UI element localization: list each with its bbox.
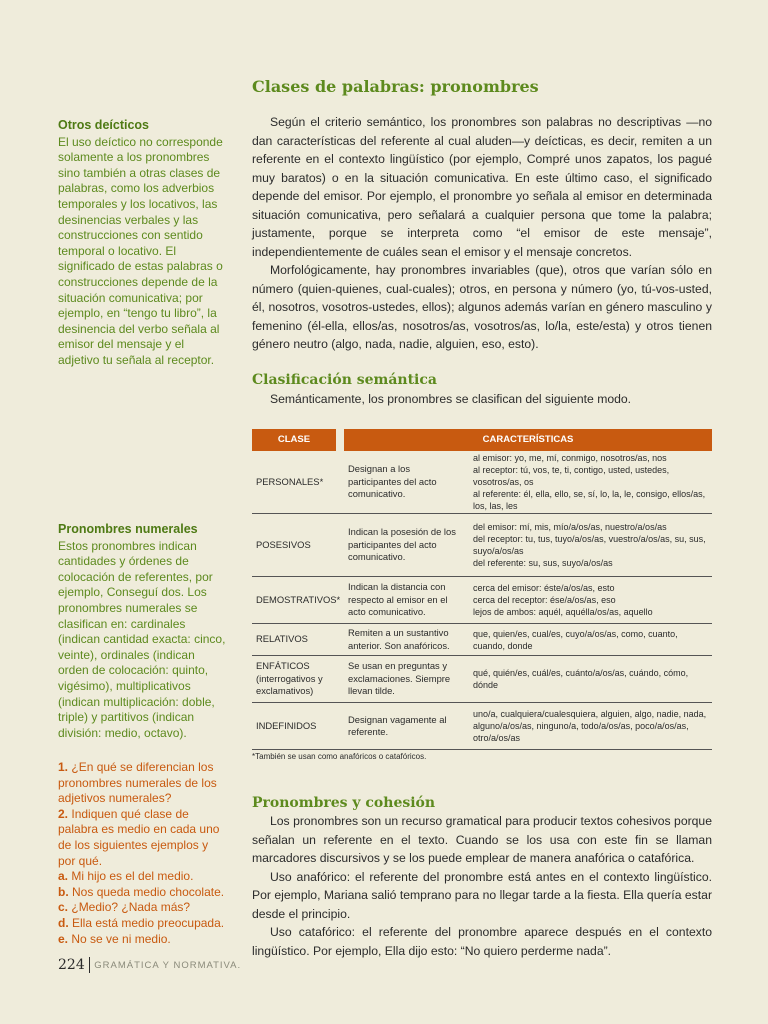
cohesion-section <box>252 795 712 960</box>
row-clase: PERSONALES* <box>256 475 324 487</box>
page-footer <box>58 957 241 973</box>
table-row <box>252 703 712 750</box>
row-examples: qué, quién/es, cuál/es, cuánto/a/os/as, cuándo, cómo, dónde <box>473 668 689 690</box>
footer-divider <box>89 957 91 973</box>
table-row <box>252 514 712 577</box>
paragraph-2: Morfológicamente, hay pronombres invariables (que), otros que varían sólo en número (quien-quienes, cual-cuales); otros, en persona y número (yo, tú-vos-usted, él, nosotros, vosotros-ustedes, ellos); algunos además varían en género masculino y femenino (él-ella, ellos/as, nosotros/as, vosotros/as, lo/la, este/esta) y otros tienen género neutro (algo, nada, nadie, alguien, eso, esto). <box>252 263 712 351</box>
table-row <box>252 451 712 514</box>
sidebar-numerales-text: Estos pronombres indican cantidades y órdenes de colocación de referentes, por ejemplo, Conseguí dos. Los pronombres numerales se clasifican en: cardinales (indican cantidad exacta: cinco, veinte), ordinales (indican orden de colocación: quinto, vigésimo), multiplicativos (indican multiplicación: doble, triple) y partitivos (indican división: medio, octavo). <box>58 538 226 740</box>
row-desc: Se usan en preguntas y exclamaciones. Siempre llevan tilde. <box>348 660 451 697</box>
row-clase: DEMOSTRATIVOS* <box>256 593 341 605</box>
row-desc: Indican la distancia con respecto al emisor en el acto comunicativo. <box>348 581 448 618</box>
cohesion-paragraph-2: Uso anafórico: el referente del pronombre está antes en el contexto lingüístico. Por ejemplo, Mariana salió temprano para no llegar tarde a la fiesta. Ella quería estar desde el principio. <box>252 869 712 921</box>
page-number: 224 <box>58 957 85 973</box>
sidebar-questions <box>58 760 228 947</box>
row-clase: RELATIVOS <box>256 633 308 645</box>
row-clase: ENFÁTICOS (interrogativos y exclamativos) <box>256 660 323 697</box>
header-caracteristicas: CARACTERÍSTICAS <box>344 429 712 451</box>
row-examples: al emisor: yo, me, mí, conmigo, nosotros/as, nos al receptor: tú, vos, te, ti, contigo, usted, ustedes, vosotros/as, os al referente: él, ella, ello, se, sí, lo, la, le, consigo, ellos/as, los, las, les <box>473 453 706 511</box>
question-1: 1. ¿En qué se diferencian los pronombres numerales de los adjetivos numerales? <box>58 760 217 806</box>
row-examples: que, quien/es, cual/es, cuyo/a/os/as, como, cuanto, cuando, donde <box>473 628 678 651</box>
main-section <box>252 77 712 354</box>
paragraph-1: Según el criterio semántico, los pronombres son palabras no descriptivas —no dan características del referente al cual aluden—y deícticas, es decir, remiten a un referente en el contexto lingüístico (por ejemplo, Compré unos zapatos, los pagué muy baratos) o en la situación comunicativa. En este último caso, el significado depende del emisor. Por ejemplo, el pronombre yo señala al emisor en determinada situación comunicativa, pero señalará a cualquier persona que tome la palabra; justamente, porque se interpreta como “el emisor de este mensaje”, independientemente de cuáles sean el emisor y el mensaje concretos. <box>252 115 712 259</box>
row-clase: INDEFINIDOS <box>256 719 317 731</box>
option-d: d. Ella está medio preocupada. <box>58 915 225 930</box>
option-a: a. Mi hijo es el del medio. <box>58 869 194 884</box>
sidebar-numerales-title: Pronombres numerales <box>58 522 198 536</box>
header-clase: CLASE <box>252 429 336 451</box>
cohesion-paragraph-1: Los pronombres son un recurso gramatical para producir textos cohesivos porque señalan un referente en el texto. Cuando se los usa con este fin se llaman marcadores discursivos y se los puede emplear de manera anafórica o catafórica. <box>252 814 712 865</box>
row-desc: Remiten a un sustantivo anterior. Son anafóricos. <box>348 627 450 651</box>
option-e: e. No se ve ni medio. <box>58 931 171 946</box>
row-examples: del emisor: mí, mis, mío/a/os/as, nuestro/a/os/as del receptor: tu, tus, tuyo/a/os/as, vuestro/a/os/as, su, sus, suyo/a/os/as del referente: su, sus, suyo/a/os/as <box>473 522 706 568</box>
page-title: Clases de palabras: pronombres <box>252 77 539 96</box>
cohesion-paragraph-3: Uso catafórico: el referente del pronombre aparece después en el contexto lingüístico. Por ejemplo, Ella dijo esto: “No quiero perderme nada”. <box>252 925 712 958</box>
sidebar-deicticos <box>58 118 228 369</box>
row-desc: Designan vagamente al referente. <box>348 713 447 737</box>
section-title-clasificacion: Clasificación semántica <box>252 372 437 388</box>
question-2: 2. Indiquen qué clase de palabra es medio en cada uno de los siguientes ejemplos y por qué. <box>58 806 220 868</box>
option-c: c. ¿Medio? ¿Nada más? <box>58 900 191 915</box>
row-examples: cerca del emisor: éste/a/os/as, esto cerca del receptor: ése/a/os/as, eso lejos de ambos: aquél, aquélla/os/as, aquello <box>473 583 653 617</box>
sidebar-deicticos-title: Otros deícticos <box>58 118 149 132</box>
section-name: GRAMÁTICA Y NORMATIVA. <box>94 959 242 971</box>
row-clase: POSESIVOS <box>256 538 311 550</box>
sidebar-numerales <box>58 522 228 741</box>
clasificacion-intro: Semánticamente, los pronombres se clasifican del siguiente modo. <box>270 392 632 406</box>
section-title-cohesion: Pronombres y cohesión <box>252 795 436 811</box>
table-header <box>252 429 712 451</box>
option-b: b. Nos queda medio chocolate. <box>58 884 225 899</box>
pronouns-table <box>252 429 712 761</box>
row-desc: Designan a los participantes del acto comunicativo. <box>348 463 437 500</box>
table-row <box>252 656 712 703</box>
sidebar-deicticos-text: El uso deíctico no corresponde solamente a los pronombres sino también a otras clases de palabras, como los adverbios temporales y los locativos, las desinencias verbales y las construcciones con sentido temporal o locativo. El significado de estas palabras o construcciones depende de la situación comunicativa; por ejemplo, en “tengo tu libro”, la desinencia del verbo señala al emisor del mensaje y el adjetivo tu señala al receptor. <box>58 134 223 367</box>
classification-section <box>252 372 712 409</box>
table-note: *También se usan como anafóricos o catafóricos. <box>252 752 427 761</box>
row-desc: Indican la posesión de los participantes del acto comunicativo. <box>348 526 456 563</box>
row-examples: uno/a, cualquiera/cualesquiera, alguien, algo, nadie, nada, alguno/a/os/as, ninguno/a, todo/a/os/as, poco/a/os/as, otro/a/os/as <box>473 709 707 743</box>
table-row <box>252 577 712 624</box>
table-row <box>252 624 712 656</box>
